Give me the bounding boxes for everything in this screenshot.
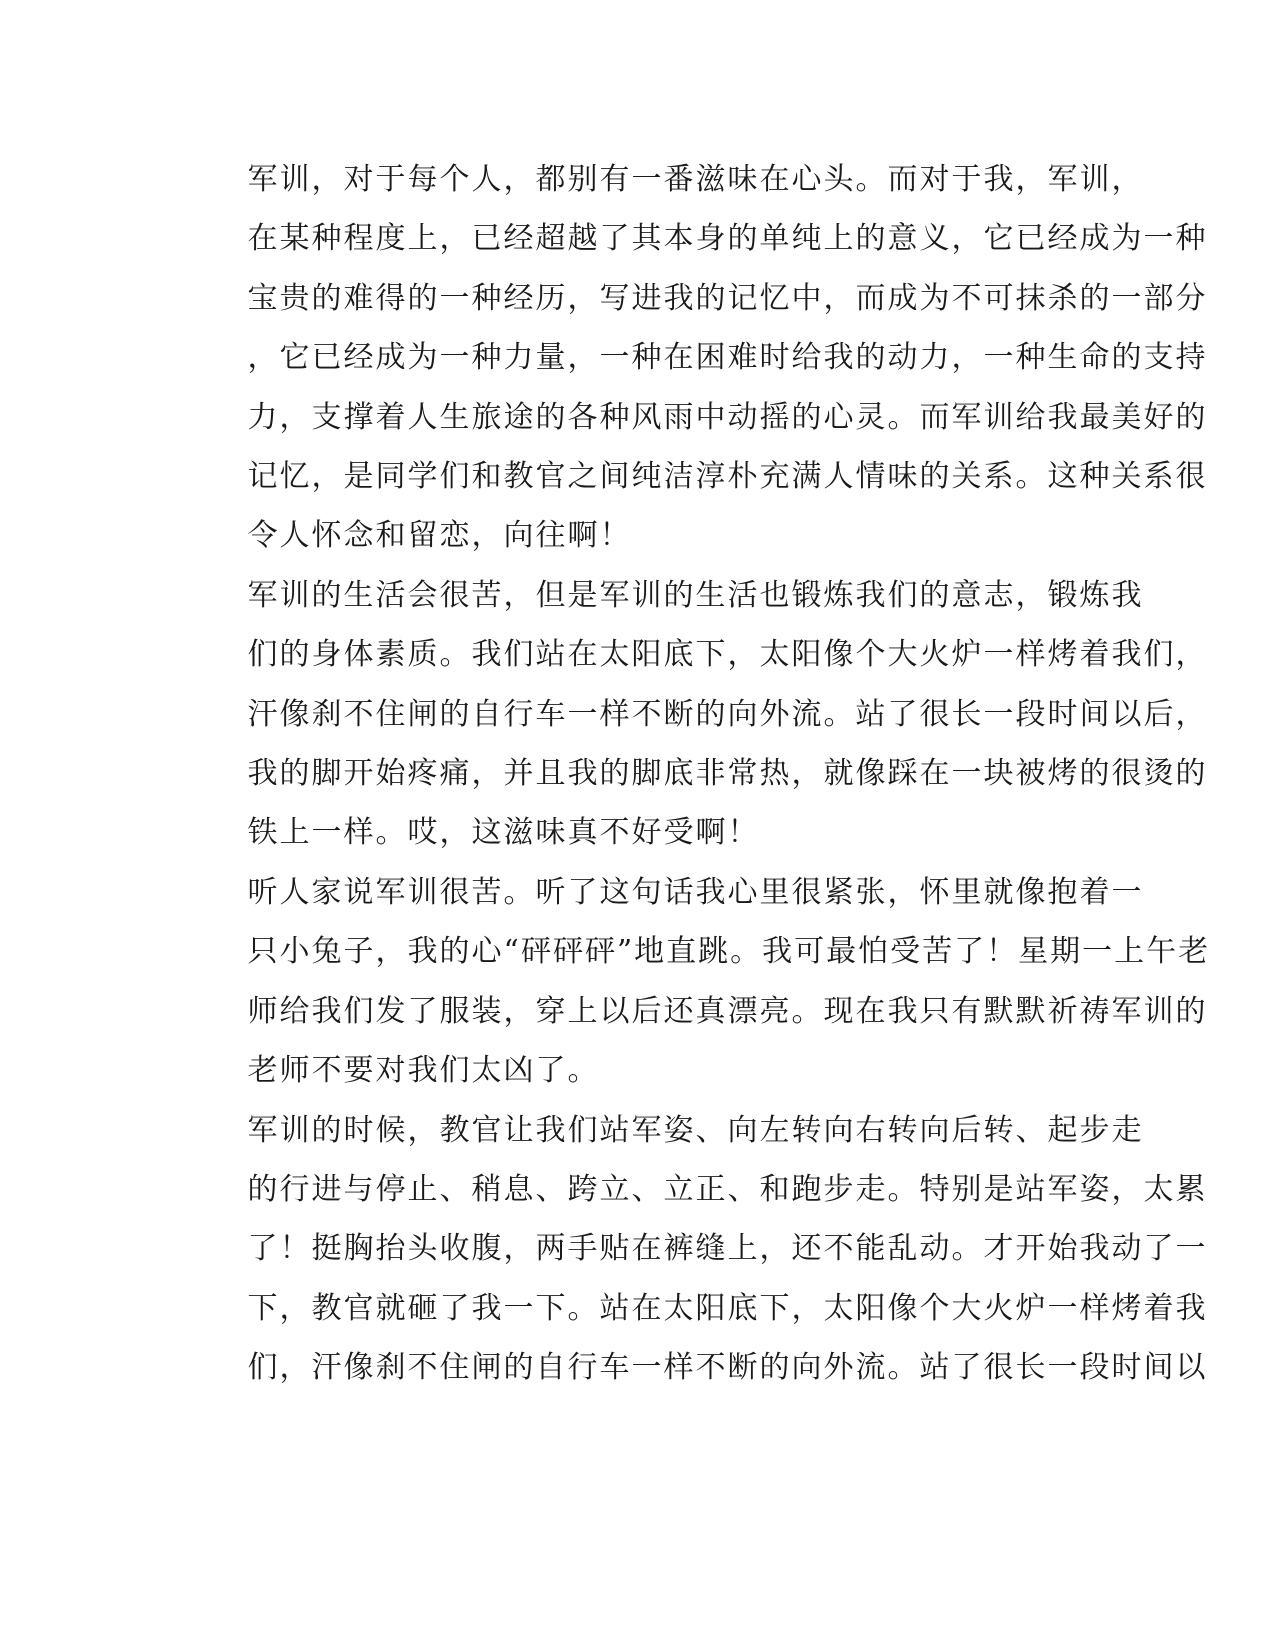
text-line: 铁上一样。哎，这滋味真不好受啊！	[247, 815, 760, 851]
document-body	[180, 150, 1211, 1398]
paragraph-1	[180, 150, 1208, 566]
text-line: 在某种程度上，已经超越了其本身的单纯上的意义，它已经成为一种	[247, 221, 1208, 257]
text-line: 下，教官就砸了我一下。站在太阳底下，太阳像个大火炉一样烤着我	[247, 1290, 1208, 1326]
text-line: 我的脚开始疼痛，并且我的脚底非常热，就像踩在一块被烤的很烫的	[247, 756, 1208, 792]
text-line: ，它已经成为一种力量，一种在困难时给我的动力，一种生命的支持	[247, 340, 1208, 376]
text-line: 宝贵的难得的一种经历，写进我的记忆中，而成为不可抹杀的一部分	[247, 280, 1208, 316]
text-line: 们的身体素质。我们站在太阳底下，太阳像个大火炉一样烤着我们，	[247, 637, 1208, 673]
text-line: 力，支撑着人生旅途的各种风雨中动摇的心灵。而军训给我最美好的	[247, 399, 1208, 435]
text-line: 只小兔子，我的心“砰砰砰”地直跳。我可最怕受苦了！星期一上午老	[247, 934, 1211, 970]
paragraph-2	[180, 566, 1208, 863]
text-line: 军训的生活会很苦，但是军训的生活也锻炼我们的意志，锻炼我	[247, 577, 1144, 613]
text-line: 的行进与停止、稍息、跨立、立正、和跑步走。特别是站军姿，太累	[247, 1171, 1208, 1207]
text-line: 师给我们发了服装，穿上以后还真漂亮。现在我只有默默祈祷军训的	[247, 993, 1208, 1029]
text-line: 们，汗像刹不住闸的自行车一样不断的向外流。站了很长一段时间以	[247, 1350, 1208, 1386]
paragraph-4	[180, 1101, 1208, 1398]
text-line: 令人怀念和留恋，向往啊！	[247, 518, 632, 554]
text-line: 军训，对于每个人，都别有一番滋味在心头。而对于我，军训，	[247, 162, 1144, 197]
text-line: 记忆，是同学们和教官之间纯洁淳朴充满人情味的关系。这种关系很	[247, 459, 1208, 495]
paragraph-3	[180, 863, 1211, 1101]
text-line: 汗像刹不住闸的自行车一样不断的向外流。站了很长一段时间以后，	[247, 696, 1208, 732]
text-line: 军训的时候，教官让我们站军姿、向左转向右转向后转、起步走	[247, 1112, 1144, 1148]
text-line: 老师不要对我们太凶了。	[247, 1053, 600, 1089]
text-line: 听人家说军训很苦。听了这句话我心里很紧张，怀里就像抱着一	[247, 874, 1144, 910]
text-line: 了！挺胸抬头收腹，两手贴在裤缝上，还不能乱动。才开始我动了一	[247, 1231, 1208, 1267]
